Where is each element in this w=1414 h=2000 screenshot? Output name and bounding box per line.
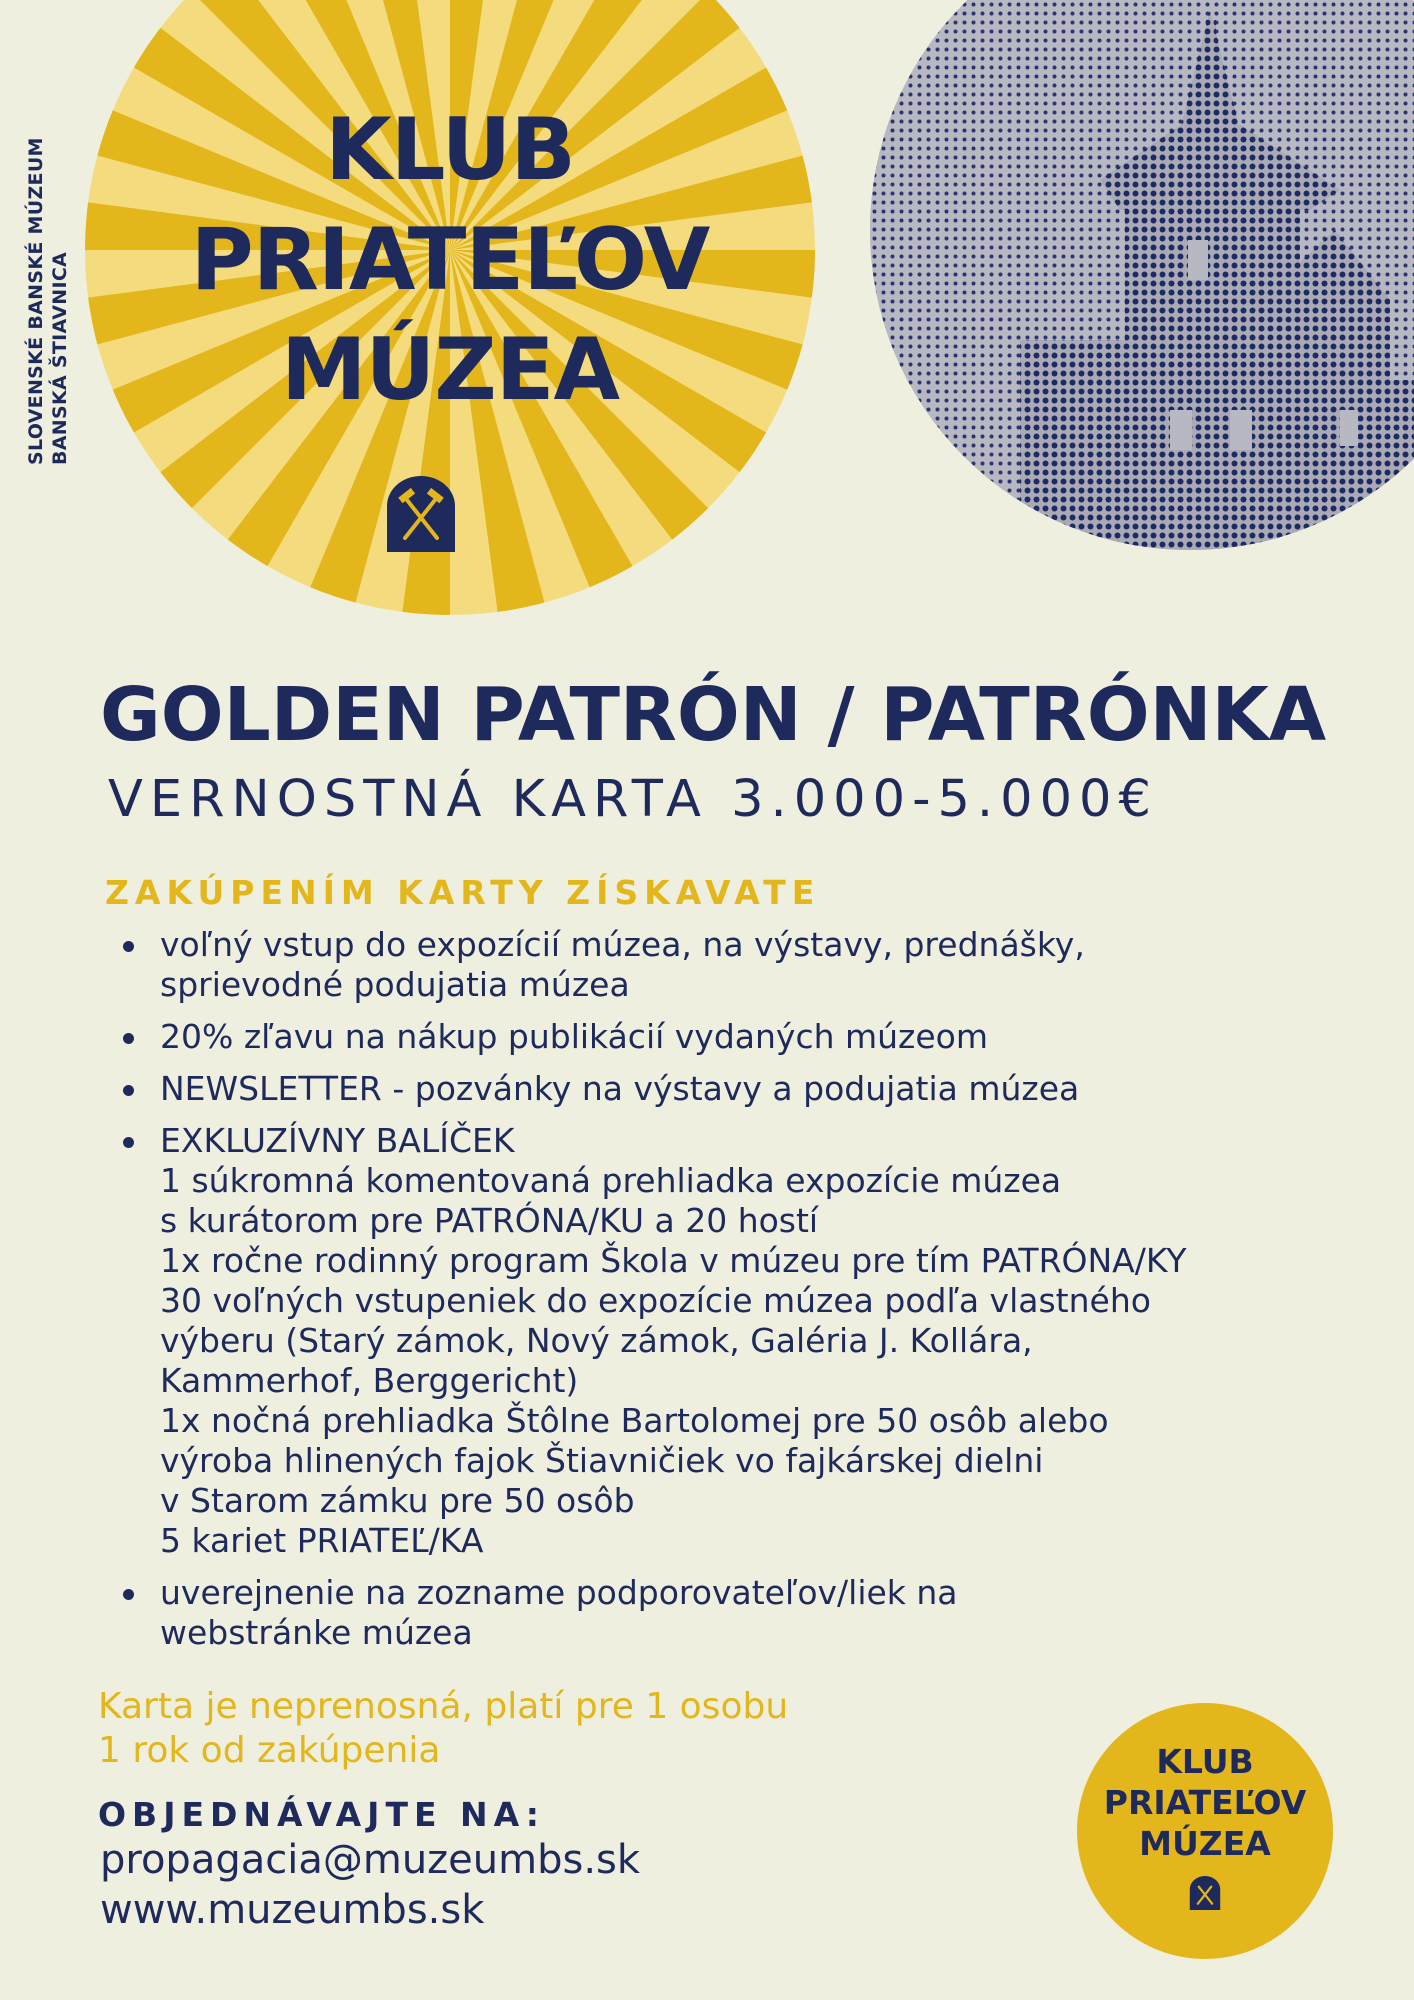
benefit-line: 30 voľných vstupeniek do expozície múzea podľa vlastného xyxy=(160,1281,1151,1320)
badge-title-line: MÚZEA xyxy=(1139,1824,1271,1863)
benefit-line: výroba hlinených fajok Štiavničiek vo fajkárskej dielni xyxy=(160,1441,1044,1480)
club-title xyxy=(110,95,790,425)
benefit-line: uverejnenie na zozname podporovateľov/liek na xyxy=(160,1573,958,1612)
organization-name: SLOVENSKÉ BANSKÉ MÚZEUM xyxy=(25,137,47,465)
crossed-hammers-emblem-icon xyxy=(1188,1876,1222,1910)
benefit-line: 20% zľavu na nákup publikácií vydaných múzeom xyxy=(160,1017,989,1056)
benefit-line: NEWSLETTER - pozvánky na výstavy a podujatia múzea xyxy=(160,1069,1080,1108)
contact-block xyxy=(100,1835,640,1935)
card-title: GOLDEN PATRÓN / PATRÓNKA xyxy=(100,672,1327,758)
list-item xyxy=(120,1069,1380,1109)
order-title: OBJEDNÁVAJTE NA: xyxy=(98,1795,545,1834)
benefit-line: 1x nočná prehliadka Štôlne Bartolomej pre 50 osôb alebo xyxy=(160,1401,1109,1440)
organization-vertical-text xyxy=(24,137,72,465)
club-title-line: MÚZEA xyxy=(280,320,620,420)
card-note xyxy=(98,1685,788,1773)
list-item xyxy=(120,925,1380,1005)
note-line: 1 rok od zakúpenia xyxy=(98,1730,441,1771)
badge-title xyxy=(1077,1741,1333,1864)
benefit-line: EXKLUZÍVNY BALÍČEK xyxy=(160,1121,515,1160)
card-subtitle: VERNOSTNÁ KARTA 3.000-5.000€ xyxy=(108,770,1158,829)
benefits-list xyxy=(120,925,1380,1665)
note-line: Karta je neprenosná, platí pre 1 osobu xyxy=(98,1686,789,1727)
list-item xyxy=(120,1121,1380,1561)
badge-title-line: KLUB xyxy=(1156,1742,1254,1781)
list-item xyxy=(120,1017,1380,1057)
benefit-line: 5 kariet PRIATEĽ/KA xyxy=(160,1521,484,1560)
benefit-line: 1 súkromná komentovaná prehliadka expozície múzea xyxy=(160,1161,1062,1200)
badge-title-line: PRIATEĽOV xyxy=(1103,1783,1307,1822)
benefit-line: Kammerhof, Berggericht) xyxy=(160,1361,579,1400)
benefit-line: webstránke múzea xyxy=(160,1613,473,1652)
benefits-title: ZAKÚPENÍM KARTY ZÍSKAVATE xyxy=(105,873,821,912)
club-badge xyxy=(1077,1703,1333,1959)
club-title-line: KLUB xyxy=(325,100,575,200)
benefit-line: sprievodné podujatia múzea xyxy=(160,965,630,1004)
organization-city: BANSKÁ ŠTIAVNICA xyxy=(49,251,71,465)
benefit-line: 1x ročne rodinný program Škola v múzeu pre tím PATRÓNA/KY xyxy=(160,1241,1187,1280)
benefit-line: s kurátorom pre PATRÓNA/KU a 20 hostí xyxy=(160,1201,819,1240)
benefit-line: v Starom zámku pre 50 osôb xyxy=(160,1481,635,1520)
benefit-line: voľný vstup do expozícií múzea, na výstavy, prednášky, xyxy=(160,925,1085,964)
benefit-line: výberu (Starý zámok, Nový zámok, Galéria J. Kollára, xyxy=(160,1321,1033,1360)
club-title-line: PRIATEĽOV xyxy=(190,210,710,310)
contact-email[interactable]: propagacia@muzeumbs.sk xyxy=(100,1837,641,1883)
contact-website[interactable]: www.muzeumbs.sk xyxy=(100,1887,485,1933)
crossed-hammers-emblem-icon xyxy=(383,476,459,552)
list-item xyxy=(120,1573,1380,1653)
